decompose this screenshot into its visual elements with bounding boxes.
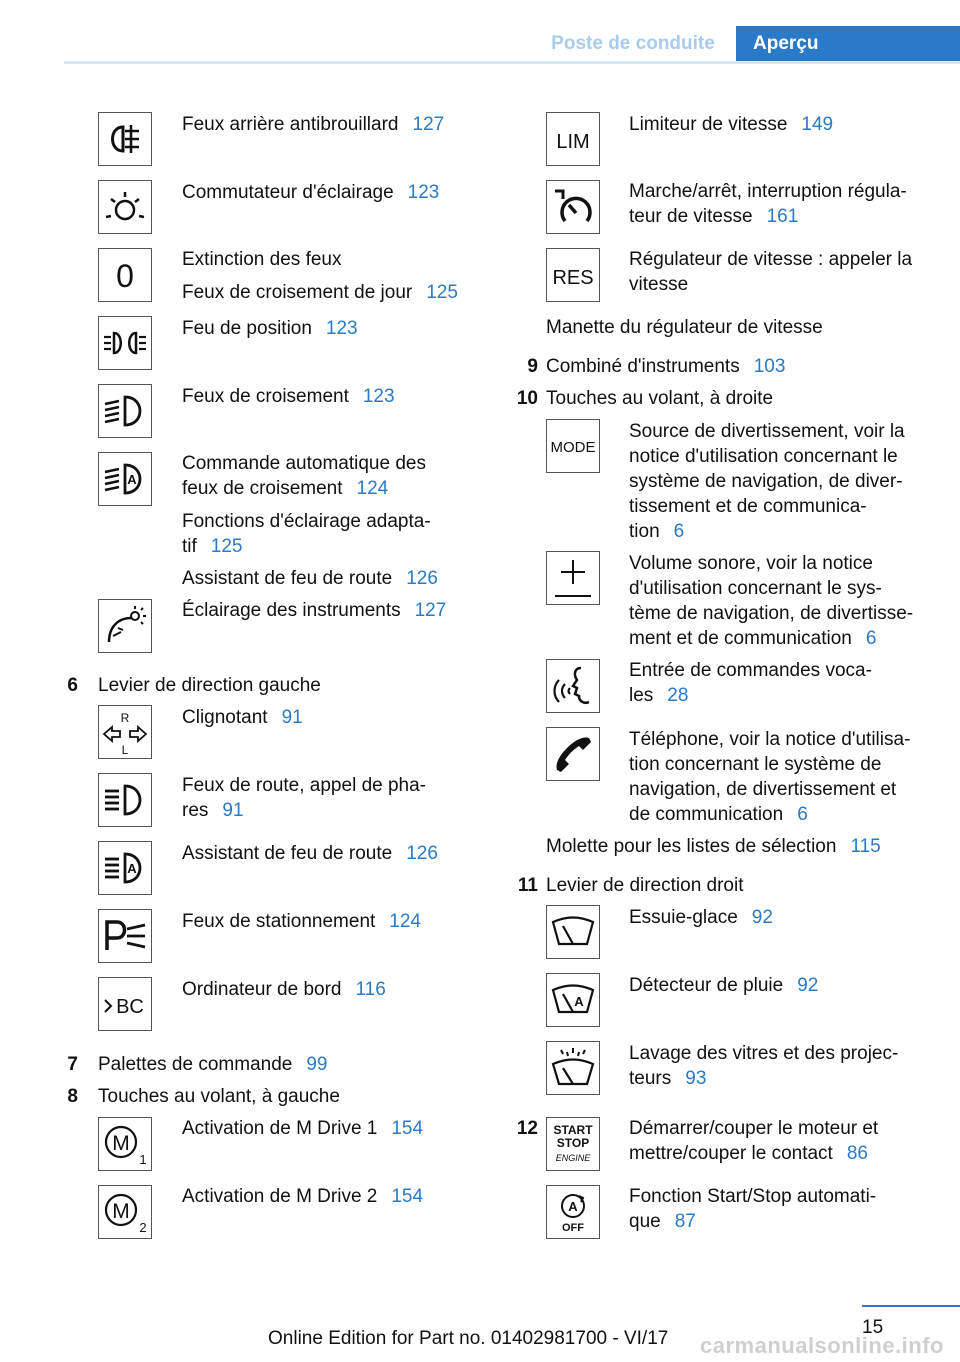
entry-label: Régulateur de vitesse : appeler la — [629, 249, 913, 270]
page-link[interactable]: 92 — [751, 907, 773, 928]
page-link[interactable]: 91 — [281, 707, 303, 728]
m-drive-2-icon — [98, 1185, 152, 1239]
svg-text:STOP: STOP — [556, 1136, 590, 1150]
entry-label: Téléphone, voir la notice d'utilisa- — [629, 729, 911, 750]
entry-label: vitesse — [629, 274, 689, 295]
section-title — [546, 354, 785, 379]
cruise-control-icon — [546, 180, 600, 234]
onboard-computer-entry — [182, 977, 386, 1002]
page-number: 15 — [862, 1317, 884, 1338]
parking-lights-icon — [98, 909, 152, 963]
entry-label: Feu de position — [182, 318, 312, 339]
section-title: Levier de direction droit — [546, 875, 744, 896]
section-number: 8 — [67, 1086, 78, 1107]
page-link[interactable]: 123 — [325, 318, 358, 339]
zero-position-icon — [98, 248, 152, 302]
entry-label: Combiné d'instruments — [546, 356, 740, 377]
entry-label: Feux de route, appel de pha- — [182, 775, 427, 796]
entry-label: Feux de croisement de jour — [182, 282, 413, 303]
entry-label: Assistant de feu de route — [182, 843, 393, 864]
entry-label: Commutateur d'éclairage — [182, 182, 394, 203]
svg-text:A: A — [568, 1199, 578, 1214]
adaptive-light-entry — [182, 509, 431, 559]
entry-label: système de navigation, de diver- — [629, 471, 903, 492]
footer-rule — [862, 1305, 960, 1307]
volume-entry — [629, 551, 913, 651]
page-link[interactable]: 124 — [389, 911, 421, 932]
svg-text:1: 1 — [139, 1152, 147, 1167]
page-link[interactable]: 154 — [391, 1186, 424, 1207]
entry-label: les — [629, 685, 654, 706]
page-link[interactable]: 28 — [667, 685, 689, 706]
onboard-computer-icon — [98, 977, 152, 1031]
section-number: 10 — [516, 388, 538, 409]
entry-label: Essuie-glace — [629, 907, 738, 928]
rear-fog-light-entry — [182, 112, 444, 137]
svg-text:ENGINE: ENGINE — [555, 1153, 591, 1163]
entry-label: Feux de croisement — [182, 386, 349, 407]
svg-text:M: M — [112, 1132, 130, 1155]
entry-label: Molette pour les listes de sélection — [546, 836, 837, 857]
m-drive-2-entry — [182, 1184, 423, 1209]
page-link[interactable]: 6 — [865, 628, 877, 649]
telephone-entry — [629, 727, 910, 827]
entry-label: navigation, de divertissement et — [629, 779, 897, 800]
entry-label: Limiteur de vitesse — [629, 114, 788, 135]
page-link[interactable]: 161 — [766, 206, 799, 227]
svg-text:MODE: MODE — [550, 439, 596, 456]
telephone-icon — [546, 727, 600, 781]
svg-text:A: A — [127, 472, 137, 487]
entry-label: Extinction des feux — [182, 249, 342, 270]
header-rule — [64, 61, 960, 64]
auto-start-stop-icon — [546, 1185, 600, 1239]
page-link[interactable]: 91 — [222, 800, 244, 821]
svg-text:RES: RES — [552, 267, 594, 289]
entry-label: tion — [629, 521, 660, 542]
page-link[interactable]: 103 — [753, 356, 786, 377]
resume-icon — [546, 248, 600, 302]
instrument-lighting-icon — [98, 599, 152, 653]
entry-label: Palettes de commande — [98, 1054, 293, 1075]
rain-sensor-entry — [629, 973, 818, 998]
washer-icon — [546, 1041, 600, 1095]
entry-label: Clignotant — [182, 707, 268, 728]
section-tab: Poste de conduite — [530, 26, 736, 61]
resume-speed-entry — [629, 247, 912, 297]
section-title: Touches au volant, à gauche — [98, 1086, 340, 1107]
daytime-lights-entry — [182, 280, 458, 305]
high-beam-assist-entry-2 — [182, 841, 438, 866]
m-drive-1-icon — [98, 1117, 152, 1171]
entry-label: Éclairage des instruments — [182, 600, 401, 621]
mode-button-icon — [546, 419, 600, 473]
low-beam-entry — [182, 384, 395, 409]
page-link[interactable]: 115 — [850, 836, 881, 857]
page-link[interactable]: 87 — [674, 1211, 696, 1232]
entry-label: Commande automatique des — [182, 453, 426, 474]
entry-label: tion concernant le système de — [629, 754, 882, 775]
page-link[interactable]: 123 — [362, 386, 395, 407]
svg-text:L: L — [121, 743, 129, 756]
entry-label: Marche/arrêt, interruption régula- — [629, 181, 907, 202]
svg-text:BC: BC — [116, 996, 144, 1018]
entry-label: tème de navigation, de divertisse- — [629, 603, 914, 624]
svg-text:START: START — [553, 1123, 593, 1137]
high-beam-assist-entry — [182, 566, 438, 591]
section-number: 6 — [67, 675, 78, 696]
svg-text:LIM: LIM — [556, 131, 590, 153]
start-stop-engine-entry — [629, 1116, 878, 1166]
section-number: 7 — [67, 1054, 78, 1075]
turn-signal-entry — [182, 705, 303, 730]
entry-label: Fonctions d'éclairage adapta- — [182, 511, 431, 532]
light-switch-icon — [98, 180, 152, 234]
auto-low-beam-entry — [182, 451, 426, 501]
low-beam-icon — [98, 384, 152, 438]
high-beam-assist-icon — [98, 841, 152, 895]
entertainment-source-entry — [629, 419, 905, 544]
m-drive-1-entry — [182, 1116, 423, 1141]
entry-label: Démarrer/couper le moteur et — [629, 1118, 879, 1139]
entry-label: Activation de M Drive 1 — [182, 1118, 378, 1139]
page-link[interactable]: 124 — [356, 478, 389, 499]
high-beam-icon — [98, 773, 152, 827]
entry-label: Feux arrière antibrouillard — [182, 114, 399, 135]
svg-text:R: R — [120, 711, 130, 725]
voice-command-entry — [629, 658, 872, 708]
svg-text:OFF: OFF — [562, 1222, 584, 1234]
entry-label: teurs — [629, 1068, 672, 1089]
entry-label: Entrée de commandes voca- — [629, 660, 872, 681]
entry-label: ment et de communication — [629, 628, 852, 649]
speed-limiter-icon — [546, 112, 600, 166]
page-link[interactable]: 125 — [426, 282, 458, 303]
edition-note: Online Edition for Part no. 01402981700 - VI/17 — [268, 1328, 669, 1349]
light-switch-entry — [182, 180, 439, 205]
section-title: Levier de direction gauche — [98, 675, 321, 696]
entry-label: Lavage des vitres et des projec- — [629, 1043, 899, 1064]
wiper-entry — [629, 905, 773, 930]
entry-label: d'utilisation concernant le sys- — [629, 578, 882, 599]
page-link[interactable]: 116 — [355, 979, 386, 1000]
page-link[interactable]: 149 — [801, 114, 834, 135]
section-number: 9 — [527, 356, 538, 377]
page-link[interactable]: 6 — [797, 804, 808, 825]
entry-label: res — [182, 800, 209, 821]
svg-text:2: 2 — [139, 1220, 147, 1235]
page-link[interactable]: 123 — [407, 182, 440, 203]
page-link[interactable]: 6 — [673, 521, 685, 542]
entry-label: Détecteur de pluie — [629, 975, 784, 996]
page-link[interactable]: 125 — [210, 536, 243, 557]
start-stop-button-icon — [546, 1117, 600, 1171]
volume-plus-icon — [546, 551, 600, 605]
rear-fog-light-icon — [98, 112, 152, 166]
auto-headlight-icon — [98, 452, 152, 506]
page-link[interactable]: 86 — [846, 1143, 868, 1164]
entry-label: Source de divertissement, voir la — [629, 421, 905, 442]
section-title: Touches au volant, à droite — [546, 388, 774, 409]
page-link[interactable]: 126 — [406, 843, 438, 864]
cruise-lever-entry: Manette du régulateur de vitesse — [546, 317, 823, 338]
section-number: 12 — [516, 1118, 538, 1139]
entry-label: Activation de M Drive 2 — [182, 1186, 378, 1207]
svg-text:M: M — [112, 1200, 130, 1223]
page-link[interactable]: 126 — [406, 568, 438, 589]
svg-text:A: A — [574, 994, 584, 1009]
rain-sensor-icon — [546, 973, 600, 1027]
entry-label: tissement et de communica- — [629, 496, 867, 517]
auto-start-stop-entry — [629, 1184, 876, 1234]
page-link[interactable]: 127 — [412, 114, 445, 135]
watermark: carmanualsonline.info — [700, 1333, 944, 1358]
entry-label: Feux de stationnement — [182, 911, 376, 932]
voice-command-icon — [546, 659, 600, 713]
entry-label: teur de vitesse — [629, 206, 753, 227]
entry-label: Ordinateur de bord — [182, 979, 342, 1000]
parking-light-icon — [98, 316, 152, 370]
washer-entry — [629, 1041, 898, 1091]
entry-label: de communication — [629, 804, 784, 825]
svg-text:0: 0 — [116, 258, 134, 294]
lights-off-entry — [182, 247, 341, 272]
section-number: 11 — [517, 875, 538, 896]
parking-lights-entry — [182, 909, 421, 934]
entry-label: notice d'utilisation concernant le — [629, 446, 898, 467]
page-link[interactable]: 99 — [306, 1054, 328, 1075]
page-link[interactable]: 154 — [391, 1118, 424, 1139]
current-tab: Aperçu — [736, 26, 960, 61]
section-title — [98, 1052, 327, 1077]
entry-label: Assistant de feu de route — [182, 568, 393, 589]
entry-label: que — [629, 1211, 661, 1232]
position-light-entry — [182, 316, 358, 341]
page-link[interactable]: 127 — [414, 600, 447, 621]
page-link[interactable]: 93 — [685, 1068, 707, 1089]
entry-label: Fonction Start/Stop automati- — [629, 1186, 877, 1207]
cruise-control-entry — [629, 179, 907, 229]
selection-wheel-entry — [546, 834, 881, 859]
wiper-icon — [546, 905, 600, 959]
entry-label: tif — [182, 536, 197, 557]
instrument-lighting-entry — [182, 598, 446, 623]
svg-text:A: A — [127, 861, 137, 876]
page-link[interactable]: 92 — [797, 975, 819, 996]
entry-label: feux de croisement — [182, 478, 343, 499]
high-beam-entry — [182, 773, 426, 823]
turn-signal-icon — [98, 705, 152, 759]
entry-label: Volume sonore, voir la notice — [629, 553, 873, 574]
entry-label: mettre/couper le contact — [629, 1143, 833, 1164]
speed-limiter-entry — [629, 112, 833, 137]
